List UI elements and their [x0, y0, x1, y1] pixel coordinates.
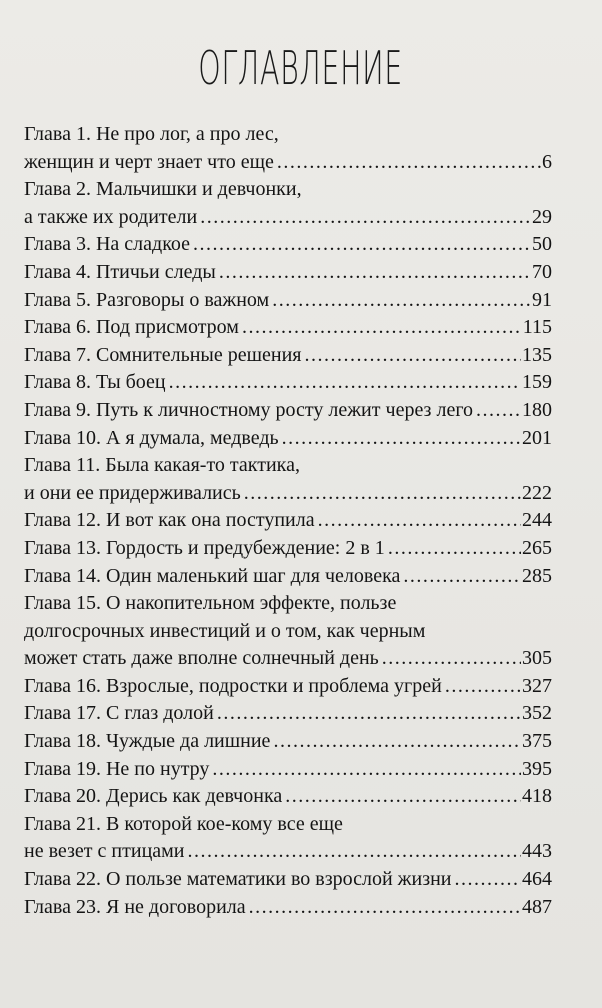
toc-entry — [24, 259, 552, 287]
toc-entry-title-line: Глава 4. Птичьи следы — [24, 260, 216, 283]
toc-entry-row — [24, 425, 552, 453]
page-number: 159 — [522, 371, 552, 394]
table-of-contents — [24, 121, 552, 921]
toc-entry-title-line: Глава 14. Один маленький шаг для человека — [24, 564, 401, 587]
page-number: 201 — [522, 426, 552, 449]
toc-entry-title-line: Глава 19. Не по нутру — [24, 757, 210, 780]
page-number: 285 — [522, 564, 552, 587]
dot-leader — [282, 425, 521, 453]
page-number: 418 — [522, 785, 552, 808]
toc-entry-title-line: может стать даже вполне солнечный день — [24, 647, 379, 670]
dot-leader — [318, 507, 521, 535]
toc-entry-title-line: долгосрочных инвестиций и о том, как черным — [24, 619, 426, 642]
toc-entry-title-line: женщин и черт знает что еще — [24, 150, 274, 173]
toc-entry-title-line: Глава 7. Сомнительные решения — [24, 343, 302, 366]
toc-entry — [24, 535, 552, 563]
dot-leader — [188, 838, 521, 866]
toc-entry — [24, 314, 552, 342]
page-number: 464 — [522, 868, 552, 891]
toc-entry — [24, 811, 552, 866]
toc-entry-row — [24, 700, 552, 728]
page-number: 180 — [522, 398, 552, 421]
toc-entry — [24, 425, 552, 453]
page-number: 222 — [522, 481, 552, 504]
toc-entry-row — [24, 231, 552, 259]
page-number: 6 — [542, 150, 552, 173]
page-number: 50 — [532, 233, 552, 256]
dot-leader — [193, 231, 531, 259]
dot-leader — [217, 700, 521, 728]
toc-entry — [24, 866, 552, 894]
toc-entry-title-line: Глава 9. Путь к личностному росту лежит через лего — [24, 398, 474, 421]
toc-entry-title-line: Глава 2. Мальчишки и девчонки, — [24, 178, 302, 201]
toc-entry-row — [24, 149, 552, 177]
toc-entry-title-line: Глава 11. Была какая-то тактика, — [24, 454, 300, 477]
page-number: 135 — [522, 343, 552, 366]
toc-entry-row — [24, 507, 552, 535]
page-number: 375 — [522, 730, 552, 753]
toc-entry-title-line: Глава 18. Чуждые да лишние — [24, 730, 271, 753]
toc-entry — [24, 342, 552, 370]
dot-leader — [249, 894, 521, 922]
toc-entry — [24, 728, 552, 756]
toc-entry-title-line: Глава 17. С глаз долой — [24, 702, 214, 725]
dot-leader — [219, 259, 531, 287]
toc-entry-row — [24, 287, 552, 315]
toc-entry — [24, 783, 552, 811]
dot-leader — [388, 535, 521, 563]
toc-entry — [24, 563, 552, 591]
toc-entry-title-line: а также их родители — [24, 205, 198, 228]
toc-entry-title-line: Глава 13. Гордость и предубеждение: 2 в 1 — [24, 536, 385, 559]
page-number: 305 — [522, 647, 552, 670]
page-title: ОГЛАВЛЕНИЕ — [198, 41, 403, 95]
toc-entry-title-line: Глава 12. И вот как она поступила — [24, 509, 315, 532]
toc-entry — [24, 121, 552, 176]
toc-entry-title-line: Глава 5. Разговоры о важном — [24, 288, 270, 311]
toc-entry-row — [24, 480, 552, 508]
dot-leader — [382, 645, 521, 673]
toc-entry — [24, 590, 552, 673]
page-number: 91 — [532, 288, 552, 311]
page-number: 352 — [522, 702, 552, 725]
dot-leader — [305, 342, 522, 370]
toc-entry-row — [24, 645, 552, 673]
toc-entry — [24, 756, 552, 784]
toc-entry-row — [24, 204, 552, 232]
dot-leader — [200, 204, 531, 232]
dot-leader — [272, 287, 531, 315]
page-number: 29 — [532, 205, 552, 228]
dot-leader — [455, 866, 521, 894]
dot-leader — [169, 369, 521, 397]
toc-entry-row — [24, 535, 552, 563]
toc-entry-row — [24, 259, 552, 287]
toc-entry — [24, 287, 552, 315]
toc-entry — [24, 673, 552, 701]
dot-leader — [285, 783, 521, 811]
dot-leader — [476, 397, 521, 425]
toc-entry-row — [24, 673, 552, 701]
toc-entry-title-line: Глава 1. Не про лог, а про лес, — [24, 123, 279, 145]
page-number: 115 — [522, 316, 552, 339]
toc-entry — [24, 231, 552, 259]
toc-entry-row — [24, 838, 552, 866]
toc-entry-row — [24, 397, 552, 425]
toc-entry — [24, 700, 552, 728]
dot-leader — [445, 673, 521, 701]
toc-entry-title-line: Глава 6. Под присмотром — [24, 316, 239, 339]
toc-entry-title-line: Глава 20. Дерись как девчонка — [24, 785, 283, 808]
toc-entry-row — [24, 894, 552, 922]
toc-entry-title-line: Глава 3. На сладкое — [24, 233, 191, 256]
dot-leader — [277, 149, 541, 177]
page-number: 244 — [522, 509, 552, 532]
toc-entry-title-line: Глава 8. Ты боец — [24, 371, 166, 394]
toc-entry-title-line: не везет с птицами — [24, 840, 185, 863]
toc-entry — [24, 452, 552, 507]
toc-entry-title-line: Глава 22. О пользе математики во взрослой жизни — [24, 868, 452, 891]
page-number: 265 — [522, 536, 552, 559]
toc-entry-row — [24, 756, 552, 784]
toc-entry-title-line: и они ее придерживались — [24, 481, 241, 504]
toc-entry — [24, 894, 552, 922]
toc-entry-row — [24, 369, 552, 397]
toc-entry-row — [24, 866, 552, 894]
toc-entry — [24, 176, 552, 231]
toc-entry-row — [24, 563, 552, 591]
toc-entry-title-line: Глава 15. О накопительном эффекте, пользе — [24, 592, 397, 615]
dot-leader — [273, 728, 521, 756]
page-number: 487 — [522, 895, 552, 918]
dot-leader — [242, 314, 522, 342]
page-number: 327 — [522, 674, 552, 697]
page-number: 70 — [532, 260, 552, 283]
toc-entry — [24, 397, 552, 425]
toc-entry-row — [24, 314, 552, 342]
dot-leader — [244, 480, 521, 508]
toc-entry-row — [24, 783, 552, 811]
toc-entry — [24, 507, 552, 535]
toc-entry-title-line: Глава 23. Я не договорила — [24, 895, 246, 918]
toc-entry-title-line: Глава 21. В которой кое-кому все еще — [24, 812, 343, 835]
page-number: 443 — [522, 840, 552, 863]
toc-entry-title-line: Глава 16. Взрослые, подростки и проблема угрей — [24, 674, 442, 697]
page-number: 395 — [522, 757, 552, 780]
toc-entry — [24, 369, 552, 397]
dot-leader — [212, 756, 521, 784]
toc-entry-row — [24, 342, 552, 370]
dot-leader — [403, 563, 521, 591]
toc-entry-title-line: Глава 10. А я думала, медведь — [24, 426, 279, 449]
toc-entry-row — [24, 728, 552, 756]
